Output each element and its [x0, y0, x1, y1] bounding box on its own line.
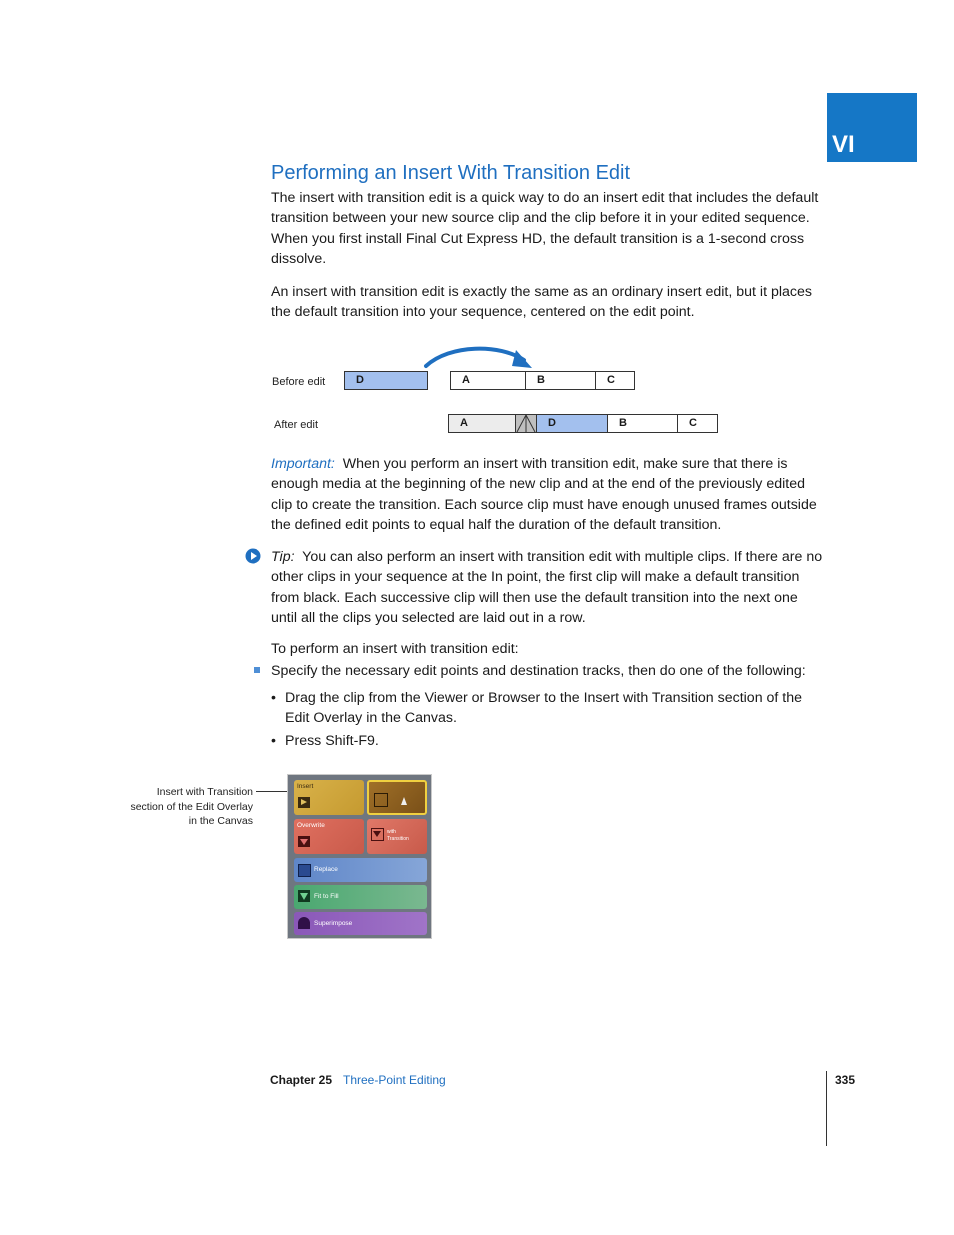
page-title: Performing an Insert With Transition Edit [271, 162, 631, 184]
overlay-overwrite-label: Overwrite [297, 822, 325, 829]
footer-chapter-title[interactable]: Three-Point Editing [343, 1073, 446, 1087]
intro-paragraph-1 [271, 188, 827, 269]
important-text: When you perform an insert with transition edit, make sure that there is enough media at the beginning of the new clip and at the end of the previously edited clip to create the transition. Each source clip must have enough unused frames outside the defined edit points to equal half the duration of the default transition. [271, 456, 817, 533]
option-bullet-1: • [271, 690, 276, 706]
overlay-superimpose-section[interactable] [294, 912, 427, 935]
option-2: Press Shift-F9. [285, 733, 379, 749]
insert-icon [298, 797, 310, 808]
after-clip-d: D [536, 414, 608, 433]
insert-arrow-icon [420, 342, 540, 374]
overlay-fit-to-fill-section[interactable] [294, 885, 427, 909]
superimpose-icon [298, 917, 310, 929]
edit-diagram [260, 340, 740, 440]
tip-text: You can also perform an insert with transition edit with multiple clips. If there are no other clips in your sequence at the In point, the first clip will make a default transition from black. Each successive clip will then use the default transition into the next one until all the clips you selected are laid out in a row. [271, 549, 823, 626]
procedure-step: Specify the necessary edit points and destination tracks, then do one of the following: [271, 663, 806, 679]
tip-note [271, 547, 827, 628]
fit-to-fill-icon [298, 890, 310, 902]
option-1: Drag the clip from the Viewer or Browser to the Insert with Transition section of the Edit Overlay in the Canvas. [285, 690, 803, 727]
footer-divider [826, 1071, 827, 1146]
cursor-icon [401, 797, 407, 805]
overlay-insert-with-transition-section[interactable] [367, 780, 427, 815]
overlay-superimpose-label: Superimpose [314, 920, 353, 927]
before-clip-c: C [595, 371, 635, 390]
overwrite-with-transition-icon [371, 828, 384, 841]
tip-label: Tip: [271, 549, 295, 565]
figure-callout: Insert with Transition section of the Edit Overlay in the Canvas [130, 786, 253, 827]
important-note [271, 454, 827, 535]
overlay-fit-to-fill-label: Fit to Fill [314, 893, 339, 900]
source-clip-d: D [344, 371, 428, 390]
overlay-transition-label: Transition [387, 836, 409, 842]
important-label: Important: [271, 456, 335, 472]
procedure-heading: To perform an insert with transition edit: [271, 641, 519, 657]
insert-with-transition-icon [374, 793, 388, 807]
after-clip-c: C [677, 414, 718, 433]
replace-icon [298, 864, 311, 877]
before-edit-label: Before edit [272, 376, 326, 388]
option-bullet-2: • [271, 733, 276, 749]
tip-arrow-icon [245, 548, 261, 564]
overlay-replace-section[interactable] [294, 858, 427, 882]
after-edit-label: After edit [274, 419, 319, 431]
transition-marker [515, 414, 537, 433]
page-number: 335 [835, 1073, 856, 1087]
intro-text-2: An insert with transition edit is exactly the same as an ordinary insert edit, but it places the default transition into your sequence, centered on the edit point. [271, 284, 812, 321]
after-clip-a: A [448, 414, 517, 433]
overlay-overwrite-with-transition-section[interactable] [367, 819, 427, 854]
overlay-insert-section[interactable] [294, 780, 364, 815]
overwrite-icon [298, 836, 310, 847]
intro-text-1: The insert with transition edit is a quick way to do an insert edit that includes the default transition between your new source clip and the clip before it in your edited sequence. When you first install Final Cut Express HD, the default transition is a 1-second cross dissolve. [271, 190, 819, 267]
step-bullet-icon [254, 667, 260, 673]
after-clip-b: B [607, 414, 678, 433]
intro-paragraph-2 [271, 282, 827, 323]
overlay-with-label: with [387, 829, 396, 835]
before-clip-b: B [525, 371, 596, 390]
overlay-insert-label: Insert [297, 783, 314, 790]
overlay-replace-label: Replace [314, 866, 338, 873]
section-tab-label: VI [832, 131, 855, 158]
overlay-overwrite-section[interactable] [294, 819, 364, 854]
edit-overlay [287, 774, 432, 939]
footer-chapter: Chapter 25 [270, 1073, 333, 1087]
section-tab [827, 93, 917, 162]
before-clip-a: A [450, 371, 526, 390]
